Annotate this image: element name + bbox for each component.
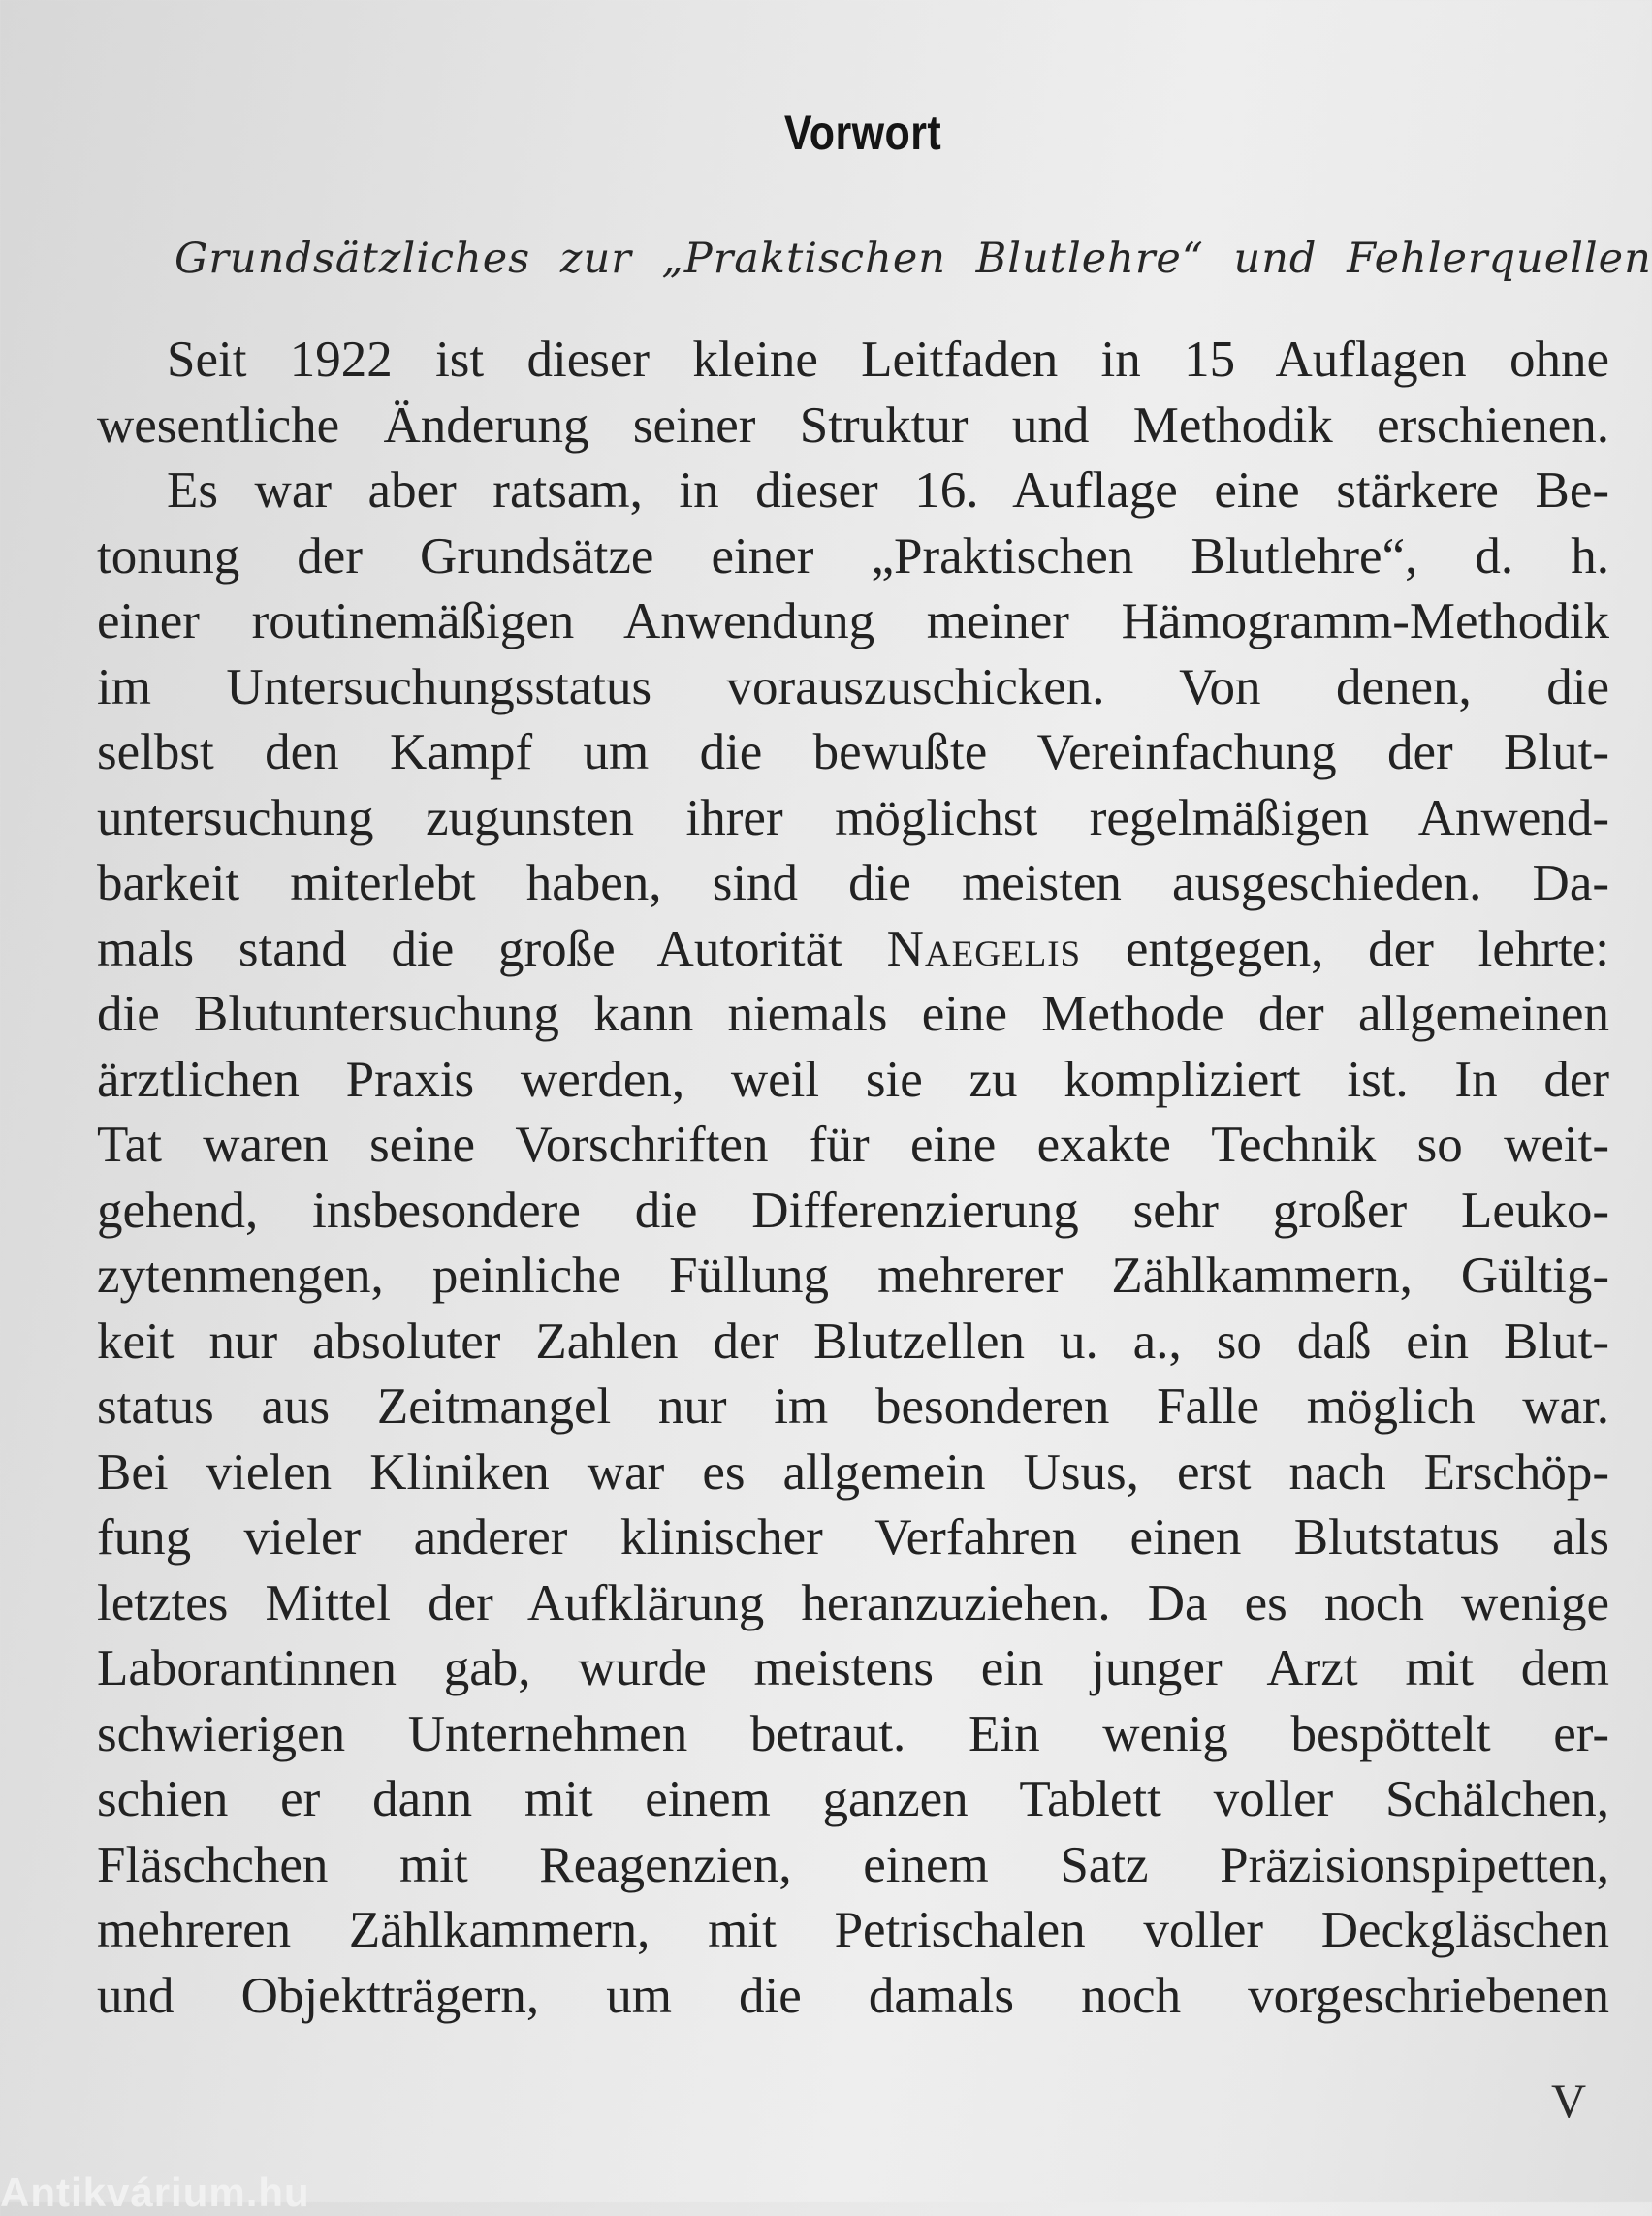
text-line: gehend, insbesondere die Differenzierung sehr großer Leuko-	[97, 1182, 1609, 1239]
text-line: Fläschchen mit Reagenzien, einem Satz Präzisionspipetten,	[97, 1836, 1609, 1893]
text-line: ärztlichen Praxis werden, weil sie zu kompliziert ist. In der	[97, 1051, 1609, 1108]
page-title: Vorwort	[783, 106, 942, 160]
text-line: keit nur absoluter Zahlen der Blutzellen u. a., so daß ein Blut-	[97, 1313, 1609, 1370]
text-line: und Objektträgern, um die damals noch vorgeschriebenen	[97, 1967, 1609, 2024]
text-line: schwierigen Unternehmen betraut. Ein wenig bespöttelt er-	[97, 1705, 1609, 1762]
text-line: status aus Zeitmangel nur im besonderen Falle möglich war.	[97, 1378, 1609, 1435]
text-line: Es war aber ratsam, in dieser 16. Auflage eine stärkere Be-	[167, 462, 1609, 519]
text-line: fung vieler anderer klinischer Verfahren einen Blutstatus als	[97, 1509, 1609, 1566]
author-name: Naegelis	[886, 920, 1082, 977]
text-line: die Blutuntersuchung kann niemals eine Methode der allgemeinen	[97, 986, 1609, 1042]
text-line: letztes Mittel der Aufklärung heranzuziehen. Da es noch wenige	[97, 1574, 1609, 1631]
text-line: zytenmengen, peinliche Füllung mehrerer Zählkammern, Gültig-	[97, 1248, 1609, 1304]
text-line: Tat waren seine Vorschriften für eine exakte Technik so weit-	[97, 1117, 1609, 1173]
body-text	[97, 328, 1609, 2029]
text-segment: entgegen, der lehrte:	[1081, 920, 1609, 977]
page-number: V	[1551, 2074, 1587, 2128]
text-line: Laborantinnen gab, wurde meistens ein junger Arzt mit dem	[97, 1640, 1609, 1696]
text-line: mehreren Zählkammern, mit Petrischalen voller Deckgläschen	[97, 1902, 1609, 1958]
text-line: Seit 1922 ist dieser kleine Leitfaden in 15 Auflagen ohne	[167, 332, 1609, 388]
watermark: Antikvárium.hu	[0, 2169, 310, 2215]
text-line: einer routinemäßigen Anwendung meiner Hämogramm-Methodik	[97, 593, 1609, 649]
text-line: barkeit miterlebt haben, sind die meisten ausgeschieden. Da-	[97, 855, 1609, 911]
text-line: im Untersuchungsstatus vorauszuschicken. Von denen, die	[97, 658, 1609, 715]
text-line: selbst den Kampf um die bewußte Vereinfachung der Blut-	[97, 724, 1609, 780]
text-line: schien er dann mit einem ganzen Tablett voller Schälchen,	[97, 1771, 1609, 1827]
text-segment: mals stand die große Autorität	[97, 920, 887, 977]
text-line: tonung der Grundsätze einer „Praktischen Blutlehre“, d. h.	[97, 527, 1609, 585]
text-line: untersuchung zugunsten ihrer möglichst regelmäßigen Anwend-	[97, 789, 1609, 846]
text-line: Bei vielen Kliniken war es allgemein Usus, erst nach Erschöp-	[97, 1443, 1609, 1501]
text-line: wesentliche Änderung seiner Struktur und Methodik erschienen.	[97, 396, 1609, 454]
section-subtitle: Grundsätzliches zur „Praktischen Blutlehre“ und Fehlerquellen	[175, 235, 1652, 283]
text-line	[97, 917, 1609, 983]
